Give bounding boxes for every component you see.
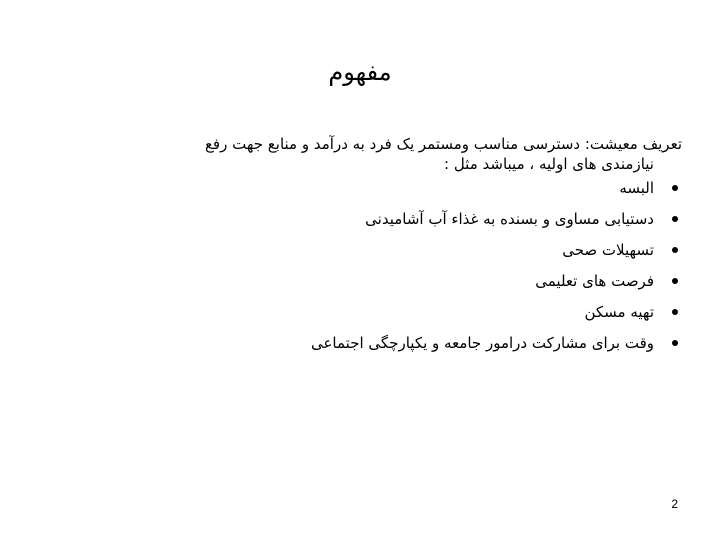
bullet-text: وقت برای مشارکت درامور جامعه و یکپارچگی اجتماعی	[310, 334, 654, 352]
bullet-item	[32, 178, 682, 198]
bullet-text: البسه	[619, 179, 654, 197]
slide-title: مفهوم	[328, 58, 392, 86]
bullet-item	[32, 240, 682, 260]
bullet-text: تهیه مسکن	[584, 303, 654, 321]
bullet-icon	[672, 216, 678, 222]
bullet-item	[32, 271, 682, 291]
definition-line-1: تعریف معیشت: دسترسی مناسب ومستمر یک فرد به درآمد و منابع جهت رفع	[204, 135, 682, 153]
bullet-icon	[672, 185, 678, 191]
bullet-item	[32, 209, 682, 229]
bullet-text: تسهیلات صحی	[562, 241, 654, 259]
bullet-item	[32, 333, 682, 353]
bullet-item	[32, 302, 682, 322]
bullet-icon	[672, 247, 678, 253]
bullet-icon	[672, 278, 678, 284]
bullet-text: دستیابی مساوی و بسنده به غذاء آب آشامیدنی	[365, 210, 654, 228]
bullet-icon	[672, 340, 678, 346]
page-number: 2	[671, 497, 678, 511]
definition-paragraph	[32, 134, 682, 174]
bullet-text: فرصت های تعلیمی	[535, 272, 654, 290]
slide-body	[32, 134, 682, 364]
definition-line-2: نیازمندی های اولیه ، میباشد مثل :	[444, 155, 654, 173]
bullet-list	[32, 178, 682, 353]
bullet-icon	[672, 309, 678, 315]
